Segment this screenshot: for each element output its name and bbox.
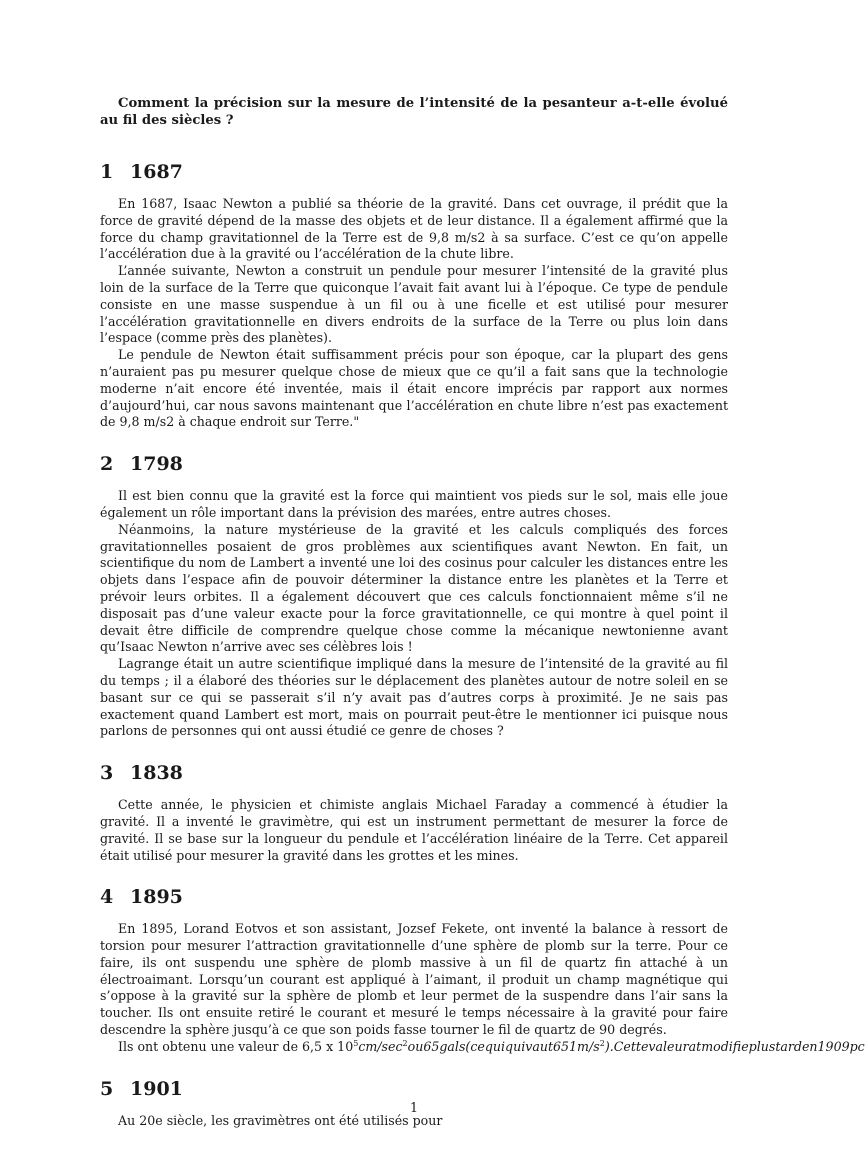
section-1895 <box>100 886 865 1055</box>
section-heading <box>100 1078 728 1100</box>
formula-math-c: ).Cettevaleuratmodifieplustarden1909pc <box>604 1038 865 1054</box>
document-content <box>100 95 865 1151</box>
section-number: 1 <box>100 161 114 183</box>
section-title: 1895 <box>130 886 183 909</box>
paragraph: Au 20e siècle, les gravimètres ont été utilisés pour <box>118 1112 443 1128</box>
section-1687 <box>100 161 728 431</box>
section-title: 1798 <box>130 453 183 476</box>
section-heading <box>100 161 728 183</box>
paragraph: L’année suivante, Newton a construit un pendule pour mesurer l’intensité de la gravité plus loin de la surface de la Terre que quiconque l’avait fait avant lui à l’époque. Ce type de pendule consiste en une masse suspendue à un fil ou à une ficelle et est utilisé pour mesurer l’accélération gravitationnelle en divers endroits de la surface de la Terre ou plus loin dans l’espace (comme près des planètes). <box>100 263 728 346</box>
paragraph: Lagrange était un autre scientifique impliqué dans la mesure de l’intensité de la gravité au fil du temps ; il a élaboré des théories sur le déplacement des planètes autour de notre soleil en se basant sur ce qui se passerait s’il n’y avait pas d’autres corps à proximité. Je ne sais pas exactement quand Lambert est mort, mais on pourrait peut-être le mentionner ici puisque nous parlons de personnes qui ont aussi étudié ce genre de choses ? <box>100 656 728 739</box>
formula-exponent-3: 2 <box>599 1038 605 1048</box>
paragraph: Néanmoins, la nature mystérieuse de la gravité et les calculs compliqués des forces gravitationnelles posaient de gros problèmes aux scientifiques avant Newton. En fait, un scientifique du nom de Lambert a inventé une loi des cosinus pour calculer les distances entre les objets dans l’espace afin de pouvoir déterminer la distance entre les planètes et la Terre et prévoir leurs orbites. Il a également découvert que ces calculs fonctionnaient même s’il ne disposait pas d’une valeur exacte pour la force gravitationnelle, ce qui montre à quel point il devait être difficile de comprendre quelque chose comme la mécanique newtonienne avant qu’Isaac Newton n’arrive avec ses célèbres lois ! <box>100 521 728 655</box>
section-heading <box>100 453 728 475</box>
section-number: 4 <box>100 886 114 909</box>
paragraph: En 1895, Lorand Eotvos et son assistant, Jozsef Fekete, ont inventé la balance à ressort de torsion pour mesurer l’attraction gravitationnelle d’une sphère de plomb sur la terre. Pour ce faire, ils ont suspendu une sphère de plomb massive à un fil de quartz fin attaché à un électroaimant. Lorsqu’un courant est appliqué à l’aimant, il produit un champ magnétique qui s’oppose à la gravité sur la sphère de plomb et leur permet de la suspendre dans l’air sans la toucher. Ils ont ensuite retiré le courant et mesuré le temps nécessaire à la gravité pour faire descendre la sphère jusqu’à ce que son poids fasse tourner le fil de quartz de 90 degrés. <box>100 921 728 1038</box>
paragraph: Il est bien connu que la gravité est la force qui maintient vos pieds sur le sol, mais elle joue également un rôle important dans la prévision des marées, entre autres choses. <box>100 488 728 520</box>
formula-math-a: cm/sec <box>358 1038 403 1054</box>
section-1798 <box>100 453 728 740</box>
section-number: 5 <box>100 1077 114 1100</box>
section-heading <box>100 762 728 784</box>
paragraph: Cette année, le physicien et chimiste anglais Michael Faraday a commencé à étudier la gravité. Il a inventé le gravimètre, qui est un instrument permettant de mesurer la force de gravité. Il se base sur la longueur du pendule et l’accélération linéaire de la Terre. Cet appareil était utilisé pour mesurer la gravité dans les grottes et les mines. <box>100 797 728 863</box>
section-number: 2 <box>100 453 114 476</box>
section-number: 3 <box>100 762 114 785</box>
section-title: 1838 <box>130 762 183 785</box>
section-1838 <box>100 762 728 864</box>
overflowing-formula-line <box>100 1038 865 1056</box>
formula-prefix: Ils ont obtenu une valeur de 6,5 x 10 <box>118 1038 354 1054</box>
formula-exponent-2: 2 <box>402 1038 408 1048</box>
section-title: 1687 <box>130 161 183 183</box>
paragraph: Le pendule de Newton était suffisamment précis pour son époque, car la plupart des gens n’auraient pas pu mesurer quelque chose de mieux que ce qu’il a fait sans que la technologie moderne n’ait encore été inventée, mais il était encore imprécis par rapport aux normes d’aujourd’hui, car nous savons maintenant que l’accélération en chute libre n’est pas exactement de 9,8 m/s2 à chaque endroit sur Terre." <box>100 347 728 430</box>
section-title: 1901 <box>130 1077 183 1100</box>
formula-math-b: ou65gals(cequiquivaut651m/s <box>407 1038 600 1054</box>
section-heading <box>100 886 728 908</box>
formula-exponent: 5 <box>353 1038 359 1048</box>
paragraph: En 1687, Isaac Newton a publié sa théorie de la gravité. Dans cet ouvrage, il prédit que la force de gravité dépend de la masse des objets et de leur distance. Il a également affirmé que la force du champ gravitationnel de la Terre est de 9,8 m/s2 à sa surface. C’est ce qu’on appelle l’accélération due à la gravité ou l’accélération de la chute libre. <box>100 196 728 262</box>
page-number: 1 <box>409 1100 418 1115</box>
research-question: Comment la précision sur la mesure de l’intensité de la pesanteur a-t-elle évolué au fil des siècles ? <box>100 96 728 128</box>
